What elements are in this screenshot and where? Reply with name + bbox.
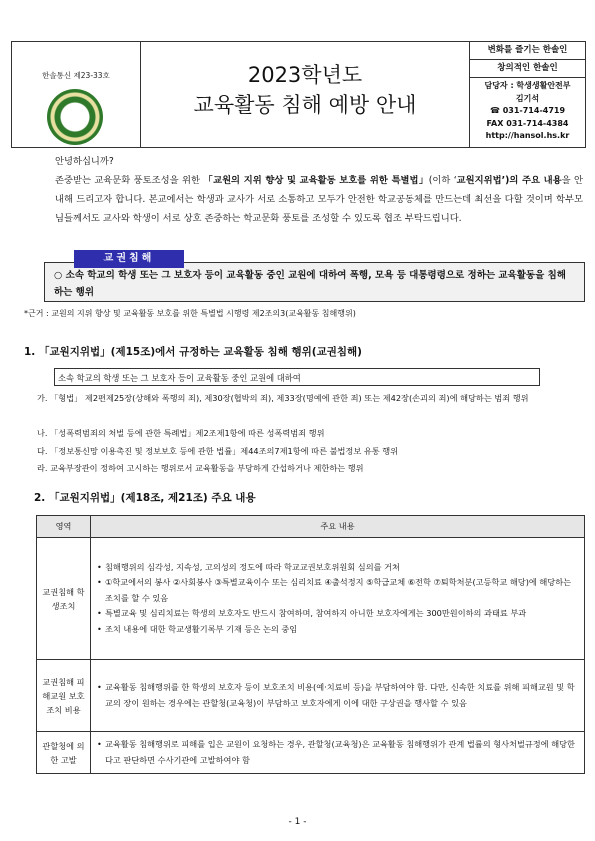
intro-text-1: 존중받는 교육문화 풍토조성을 위한 [55, 175, 204, 186]
row-point: • 조치 내용에 대한 학교생활기록부 기재 등은 논의 중임 [97, 622, 578, 638]
row-point: • 침해행위의 심각성, 지속성, 고의성의 정도에 따라 학교교권보호위원회 심의를 거쳐 [97, 560, 578, 576]
section-1-lead: 소속 학교의 학생 또는 그 보호자 등이 교육활동 중인 교원에 대하여 [58, 373, 301, 383]
row-area: 교권침해 학생조치 [37, 538, 91, 660]
newsletter-header [11, 41, 586, 148]
row-content [91, 660, 585, 732]
row-point: • 교육활동 침해행위를 한 학생의 보호자 등이 보호조치 비용(예·치료비 등)을 부담하여야 함. 다만, 신속한 치료를 위해 피해교원 및 학교의 장이 원하는 경우에는 관할청(교육청)이 부담하고 보호자에게 이에 대한 구상권을 행사할 수 있음 [97, 680, 578, 711]
header-content: 주요 내용 [91, 516, 585, 538]
intro-text-3: 을 안내해 드리고자 합니다. 본교에서는 학생과 교사가 서로 소통하고 모두가 안전한 학교공동체를 만드는데 최선을 다할 것이며 학부모님들께서도 교사와 학생이 서로 상호 존중하는 학교문화 풍토를 조성할 수 있도록 협조 부탁드립니다. [55, 175, 584, 224]
page-title: 교육활동 침해 예방 안내 [193, 93, 417, 117]
definition-text: ○ 소속 학교의 학생 또는 그 보호자 등이 교육활동 중인 교원에 대하여 폭행, 모욕 등 대통령령으로 정하는 교육활동을 침해하는 행위 [54, 270, 566, 298]
intro-text-2: (이하 ‘ [428, 175, 457, 186]
header-title-panel [141, 42, 470, 147]
intro-law-short: 교원지위법’)의 주요 내용 [456, 175, 562, 186]
contact-phone: ☎ 031-714-4719 [489, 106, 566, 115]
contact-info [470, 78, 585, 143]
definition-reference: *근거 : 교원의 지위 향상 및 교육활동 보호를 위한 특별법 시행령 제2조의3(교육활동 침해행위) [24, 309, 356, 318]
motto-2: 창의적인 한솔인 [470, 60, 585, 78]
table-row [37, 732, 585, 774]
table-row [37, 538, 585, 660]
greeting: 안녕하십니까? [55, 156, 114, 167]
list-item: 다. 「정보통신망 이용촉진 및 정보보호 등에 관한 법률」제44조의7제1항에 따른 불법정보 유통 행위 [37, 446, 399, 456]
row-area: 관할청에 의한 고발 [37, 732, 91, 774]
header-left-panel [12, 42, 141, 147]
section-2-title: 2. 「교원지위법」(제18조, 제21조) 주요 내용 [34, 492, 256, 504]
row-content [91, 732, 585, 774]
title-year: 2023학년도 [247, 63, 363, 87]
row-point: • 교육활동 침해행위로 피해를 입은 교원이 요청하는 경우, 관할청(교육청)은 교육활동 침해행위가 관계 법률의 형사처벌규정에 해당한다고 판단하면 수사기관에 고발하여야 함 [97, 737, 578, 768]
page-number: - 1 - [288, 817, 307, 827]
table-row [37, 660, 585, 732]
contact-name: 김기석 [515, 93, 540, 103]
motto-1: 변화를 즐기는 한솔인 [470, 42, 585, 60]
summary-table [36, 515, 585, 774]
contact-url[interactable]: http://hansol.hs.kr [485, 131, 570, 140]
definition-tag: 교권침해 [74, 250, 184, 268]
header-contact-panel [470, 42, 585, 147]
table-header-row [37, 516, 585, 538]
row-point: • ①학교에서의 봉사 ②사회봉사 ③특별교육이수 또는 심리치료 ④출석정지 ⑤학급교체 ⑥전학 ⑦퇴학처분(고등학교 해당)에 해당하는 조치를 할 수 있음 [97, 575, 578, 606]
list-item: 가. 「형법」 제2편제25장(상해와 폭행의 죄), 제30장(협박의 죄), 제33장(명예에 관한 죄) 또는 제42장(손괴의 죄)에 해당하는 범죄 행위 [37, 393, 529, 403]
issue-number: 한솔통신 제23-33호 [42, 71, 110, 80]
header-area: 영역 [37, 516, 91, 538]
list-item: 라. 교육부장관이 정하여 고시하는 행위로서 교육활동을 부당하게 간섭하거나 제한하는 행위 [37, 463, 364, 473]
contact-fax: FAX 031-714-4384 [486, 118, 569, 128]
list-item: 나. 「성폭력범죄의 처벌 등에 관한 특례법」제2조제1항에 따른 성폭력범죄 행위 [37, 428, 325, 438]
intro-body [55, 171, 583, 228]
contact-department: 담당자 : 학생생활안전부 [484, 81, 571, 90]
intro-paragraph [55, 152, 583, 228]
row-point: • 특별교육 및 심리치료는 학생의 보호자도 반드시 참여하며, 참여하지 아니한 보호자에게는 300만원이하의 과태료 부과 [97, 606, 578, 622]
intro-law-name: 「교원의 지위 향상 및 교육활동 보호를 위한 특별법」 [203, 175, 429, 186]
row-area: 교권침해 피해교원 보호조치 비용 [37, 660, 91, 732]
row-content [91, 538, 585, 660]
school-emblem-icon [47, 89, 103, 145]
section-1-title: 1. 「교원지위법」(제15조)에서 규정하는 교육활동 침해 행위(교권침해) [24, 346, 362, 358]
